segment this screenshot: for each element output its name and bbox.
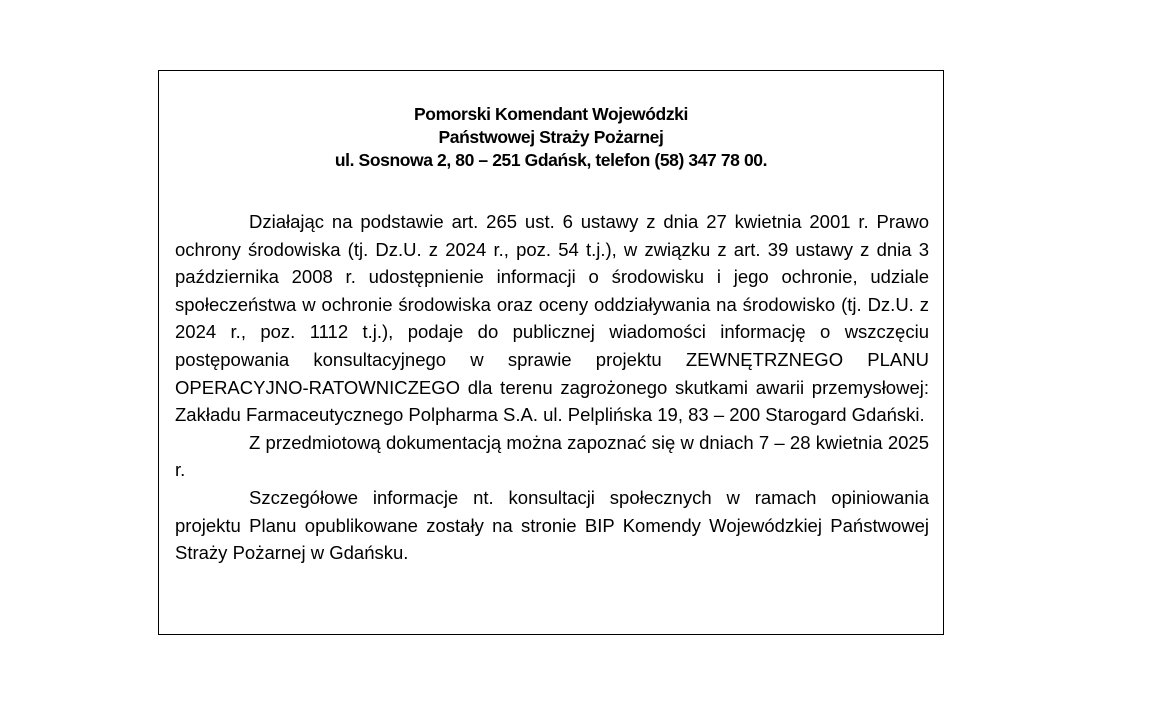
notice-box: [158, 70, 944, 635]
header-institution: Państwowej Straży Pożarnej: [438, 127, 664, 147]
header-address: ul. Sosnowa 2, 80 – 251 Gdańsk, telefon (58) 347 78 00.: [334, 150, 768, 170]
paragraph-details: Szczegółowe informacje nt. konsultacji społecznych w ramach opiniowania projektu Planu opublikowane zostały na stronie BIP Komendy Wojewódzkiej Państwowej Straży Pożarnej w Gdańsku.: [175, 486, 929, 564]
notice-body: [175, 208, 929, 567]
paragraph-dates: Z przedmiotową dokumentacją można zapoznać się w dniach 7 – 28 kwietnia 2025 r.: [175, 431, 929, 481]
notice-header: [159, 103, 943, 172]
header-authority: Pomorski Komendant Wojewódzki: [414, 104, 688, 124]
paragraph-legal-basis: Działając na podstawie art. 265 ust. 6 ustawy z dnia 27 kwietnia 2001 r. Prawo ochrony środowiska (tj. Dz.U. z 2024 r., poz. 54 t.j.), w związku z art. 39 ustawy z dnia 3 października 2008 r. udostępnienie informacji o środowisku i jego ochronie, udziale społeczeństwa w ochronie środowiska oraz oceny oddziaływania na środowisko (tj. Dz.U. z 2024 r., poz. 1112 t.j.), podaje do publicznej wiadomości informację o wszczęciu postępowania konsultacyjnego w sprawie projektu ZEWNĘTRZNEGO PLANU OPERACYJNO-RATOWNICZEGO dla terenu zagrożonego skutkami awarii przemysłowej: Zakładu Farmaceutycznego Polpharma S.A. ul. Pelplińska 19, 83 – 200 Starogard Gdański.: [175, 211, 929, 426]
